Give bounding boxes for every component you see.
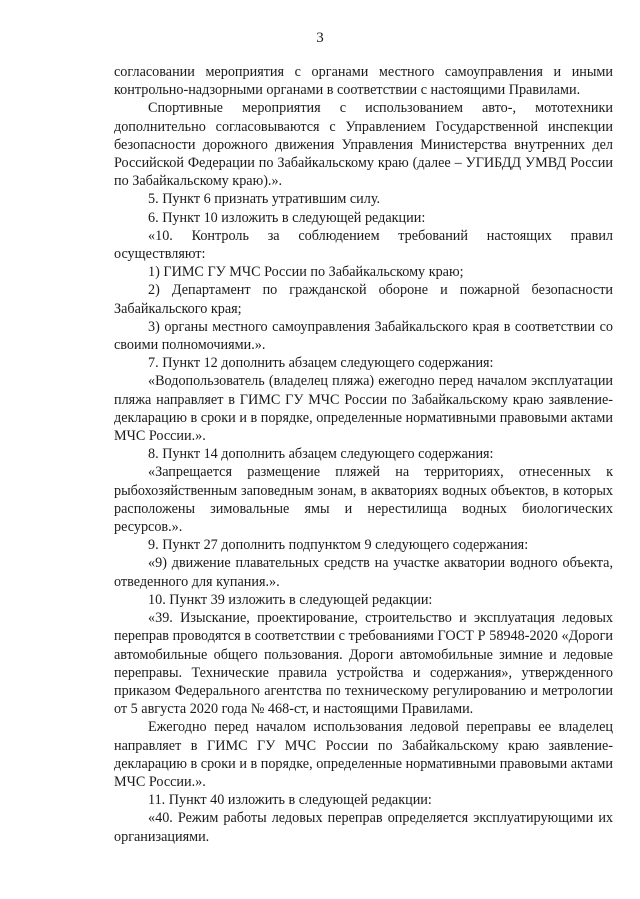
paragraph-clause-10: «10. Контроль за соблюдением требований настоящих правил осуществляют: [114, 227, 613, 263]
paragraph-ice-crossing-owner: Ежегодно перед началом использования ледовой переправы ее владелец направляет в ГИМС ГУ МЧС России по Забайкальскому краю заявление-декларацию в сроки и в порядке, определенные нормативными правовыми актами МЧС России.». [114, 719, 613, 790]
paragraph-clause-39: «39. Изыскание, проектирование, строительство и эксплуатация ледовых переправ проводятся в соответствии с требованиями ГОСТ Р 58948-2020 «Дороги автомобильные общего пользования. Дороги автомобильные зимние и ледовые переправы. Технические правила устройства и содержания», утвержденного приказом Федерального агентства по техническому регулированию и метрологии от 5 августа 2020 года № 468-ст, и настоящими Правилами. [114, 610, 613, 718]
paragraph-item-8: 8. Пункт 14 дополнить абзацем следующего содержания: [148, 446, 494, 463]
paragraph-item-5: 5. Пункт 6 признать утратившим силу. [148, 191, 381, 208]
paragraph-item-9: 9. Пункт 27 дополнить подпунктом 9 следующего содержания: [148, 537, 529, 554]
document-body [114, 63, 613, 846]
paragraph-item-6: 6. Пункт 10 изложить в следующей редакции: [148, 209, 426, 226]
paragraph-item-11: 11. Пункт 40 изложить в следующей редакции: [148, 792, 432, 809]
paragraph-sport-events: Спортивные мероприятия с использованием авто-, мототехники дополнительно согласовываются с Управлением Государственной инспекции безопасности дорожного движения Управления Министерства внутренних дел Российской Федерации по Забайкальскому краю (далее – УГИБДД УМВД России по Забайкальскому краю).». [114, 100, 613, 190]
paragraph-clause-40: «40. Режим работы ледовых переправ определяется эксплуатирующими их организациями. [114, 810, 613, 845]
paragraph-water-user: «Водопользователь (владелец пляжа) ежегодно перед началом эксплуатации пляжа направляет в ГИМС ГУ МЧС России по Забайкальскому краю заявление-декларацию в сроки и в порядке, определенные нормативными правовыми актами МЧС России.». [114, 373, 613, 445]
paragraph-beach-prohibition: «Запрещается размещение пляжей на территориях, отнесенных к рыбохозяйственным заповедным зонам, в акваториях водных объектов, в которых расположены зимовальные ямы и нерестилища водных биологических ресурсов.». [114, 464, 613, 536]
paragraph-item-10: 10. Пункт 39 изложить в следующей редакции: [148, 591, 433, 608]
paragraph-clause-10-1: 1) ГИМС ГУ МЧС России по Забайкальскому краю; [148, 264, 464, 281]
paragraph-clause-10-3: 3) органы местного самоуправления Забайкальского края в соответствии со своими полномочиями.». [114, 318, 613, 354]
page-number: 3 [316, 30, 324, 46]
paragraph-item-7: 7. Пункт 12 дополнить абзацем следующего содержания: [148, 355, 494, 372]
paragraph-continuation: согласовании мероприятия с органами местного самоуправления и иными контрольно-надзорными органами в соответствии с настоящими Правилами. [114, 64, 613, 99]
paragraph-clause-10-2: 2) Департамент по гражданской обороне и пожарной безопасности Забайкальского края; [114, 282, 613, 317]
paragraph-subclause-9: «9) движение плавательных средств на участке акватории водного объекта, отведенного для купания.». [114, 555, 613, 590]
